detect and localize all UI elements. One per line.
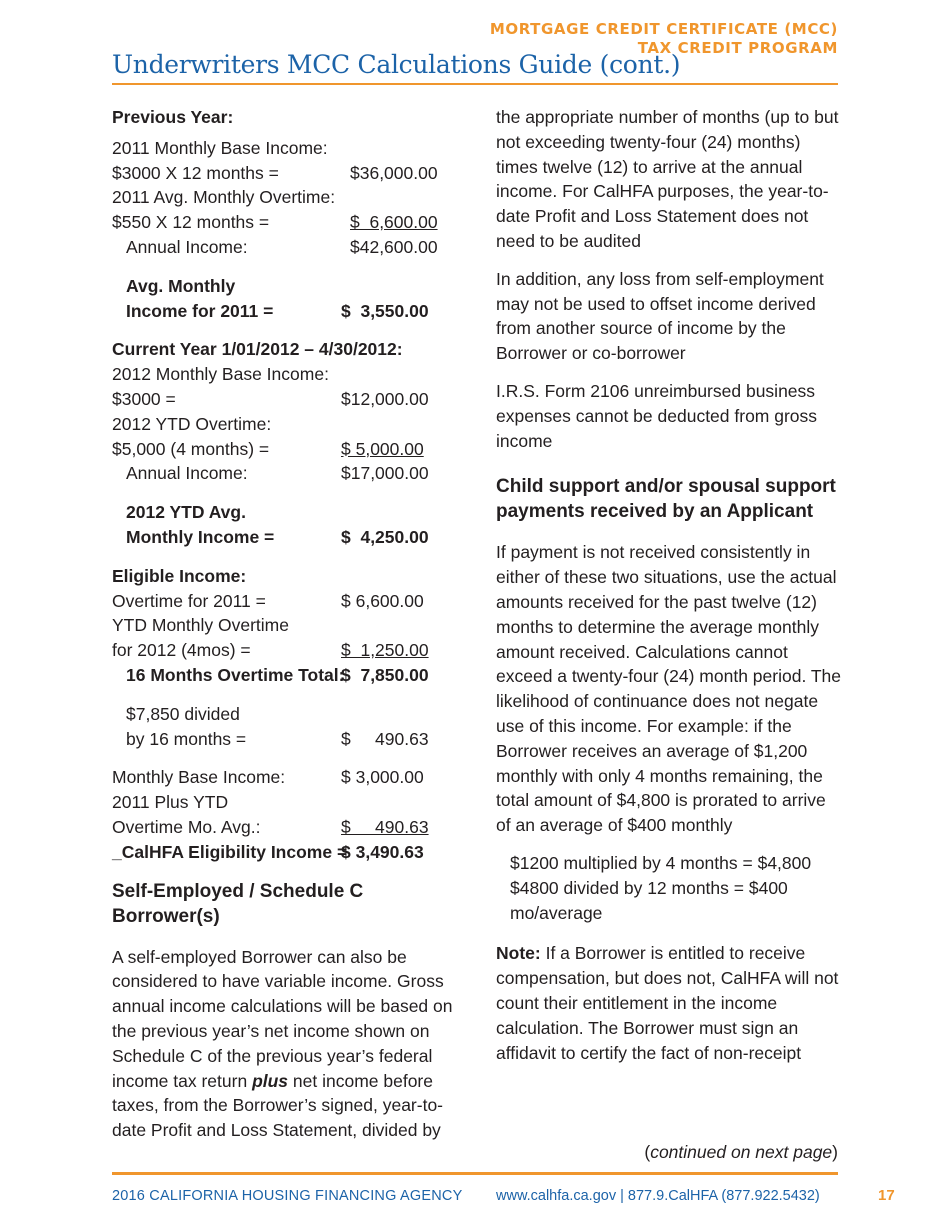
calc-value: $ 490.63	[341, 728, 429, 749]
calc-line: Overtime Mo. Avg.: $ 490.63	[112, 815, 457, 840]
calc-value: $36,000.00	[350, 162, 438, 183]
child-support-heading: Child support and/or spousal support payments received by an Applicant	[496, 476, 836, 523]
calc-line: Annual Income: $17,000.00	[112, 461, 457, 486]
continued-note: (continued on next page)	[644, 1142, 838, 1162]
calc-line: Avg. Monthly	[126, 275, 236, 296]
previous-year-section	[112, 105, 457, 323]
calc-line: YTD Monthly Overtime	[112, 615, 289, 636]
eligible-income-heading: Eligible Income:	[112, 565, 247, 586]
calc-line: for 2012 (4mos) = $ 1,250.00	[112, 638, 457, 663]
calc-value: $ 7,850.00	[341, 664, 429, 685]
footer-contact-link[interactable]: www.calhfa.ca.gov | 877.9.CalHFA (877.922.5432)	[496, 1188, 820, 1204]
calc-line: _CalHFA Eligibility Income = $ 3,490.63	[112, 840, 457, 865]
calc-line: $550 X 12 months = $ 6,600.00	[112, 210, 457, 235]
note-paragraph: Note: If a Borrower is entitled to receive compensation, but does not, CalHFA will not count their entitlement in the income calculation. The Borrower must sign an affidavit to certify the fact of non-receipt	[496, 943, 839, 1063]
calc-line: Monthly Income = $ 4,250.00	[112, 525, 457, 550]
program-line-2: TAX CREDIT PROGRAM	[637, 39, 838, 57]
example-calculation	[496, 851, 841, 925]
calc-line: 2012 YTD Avg.	[126, 502, 246, 523]
footer-agency: 2016 CALIFORNIA HOUSING FINANCING AGENCY	[112, 1188, 463, 1204]
current-year-heading: Current Year 1/01/2012 – 4/30/2012:	[112, 339, 403, 360]
calc-value: $ 6,600.00	[350, 212, 438, 233]
program-line-1: MORTGAGE CREDIT CERTIFICATE (MCC)	[489, 20, 838, 38]
self-employed-heading: Self-Employed / Schedule C Borrower(s)	[112, 880, 364, 927]
calc-line: $3000 X 12 months = $36,000.00	[112, 161, 457, 186]
calc-line: Income for 2011 = $ 3,550.00	[112, 299, 457, 324]
calc-value: $ 5,000.00	[341, 438, 424, 459]
calc-value: $42,600.00	[350, 236, 438, 257]
calc-line: $7,850 divided	[126, 703, 240, 724]
calc-line: Monthly Base Income: $ 3,000.00	[112, 765, 457, 790]
page-title: Underwriters MCC Calculations Guide (cont.)	[112, 50, 681, 79]
page-number: 17	[878, 1187, 895, 1204]
current-year-section	[112, 337, 457, 549]
previous-year-heading: Previous Year:	[112, 107, 234, 127]
calc-line: by 16 months = $ 490.63	[112, 727, 457, 752]
calc-line: $5,000 (4 months) = $ 5,000.00	[112, 437, 457, 462]
calc-value: $ 3,490.63	[341, 841, 424, 862]
note-label: Note:	[496, 943, 541, 964]
calc-line: 16 Months Overtime Total: $ 7,850.00	[112, 663, 457, 688]
calc-line: 2012 Monthly Base Income:	[112, 364, 329, 385]
calc-value: $ 1,250.00	[341, 640, 429, 661]
paragraph-loss-offset: In addition, any loss from self-employment may not be used to offset income derived from another source of income by the Borrower or co-borrower	[496, 268, 824, 364]
self-employed-paragraph: A self-employed Borrower can also be considered to have variable income. Gross annual income calculations will be based on the previous year’s net income shown on Schedule C of the previous year’s federal income tax return plus net income before taxes, from the Borrower’s signed, year-to-date Profit and Loss Statement, divided by	[112, 946, 453, 1141]
calc-value: $ 6,600.00	[341, 590, 424, 611]
calc-line: Overtime for 2011 = $ 6,600.00	[112, 589, 457, 614]
paragraph-annual-income: the appropriate number of months (up to but not exceeding twenty-four (24) months) times twelve (12) to arrive at the annual income. For CalHFA purposes, the year-to-date Profit and Loss Statement does not need to be audited	[496, 107, 839, 251]
calc-line: $3000 = $12,000.00	[112, 387, 457, 412]
header-divider	[112, 83, 838, 85]
paragraph-form-2106: I.R.S. Form 2106 unreimbursed business expenses cannot be deducted from gross income	[496, 380, 818, 451]
footer-divider	[112, 1172, 838, 1175]
eligible-income-section	[112, 564, 457, 865]
calc-line: $1200 multiplied by 4 months = $4,800	[510, 852, 812, 873]
self-employed-section	[112, 879, 457, 1143]
left-column	[112, 105, 457, 1143]
calc-value: $ 3,550.00	[341, 300, 429, 321]
calc-value: $17,000.00	[341, 463, 429, 484]
paragraph-child-support: If payment is not received consistently in either of these two situations, use the actual amounts received for the past twelve (12) months to determine the average monthly amount received. Calculations cannot exceed a twenty-four (24) month period. The likelihood of continuance does not negate use of this income. For example: if the Borrower receives an average of $1,200 monthly with only 4 months remaining, the total amount of $4,800 is prorated to arrive of an average of $400 monthly	[496, 542, 842, 836]
calc-value: $ 490.63	[341, 816, 429, 837]
right-column	[496, 105, 841, 1065]
calc-line: 2011 Avg. Monthly Overtime:	[112, 187, 336, 208]
calc-value: $ 3,000.00	[341, 767, 424, 788]
calc-value: $12,000.00	[341, 388, 429, 409]
calc-value: $ 4,250.00	[341, 526, 429, 547]
calc-line: 2011 Monthly Base Income:	[112, 137, 328, 158]
calc-line: Annual Income: $42,600.00	[112, 235, 457, 260]
calc-line: 2011 Plus YTD	[112, 792, 229, 813]
calc-line: 2012 YTD Overtime:	[112, 413, 272, 434]
calc-line: $4800 divided by 12 months = $400 mo/average	[510, 877, 788, 923]
